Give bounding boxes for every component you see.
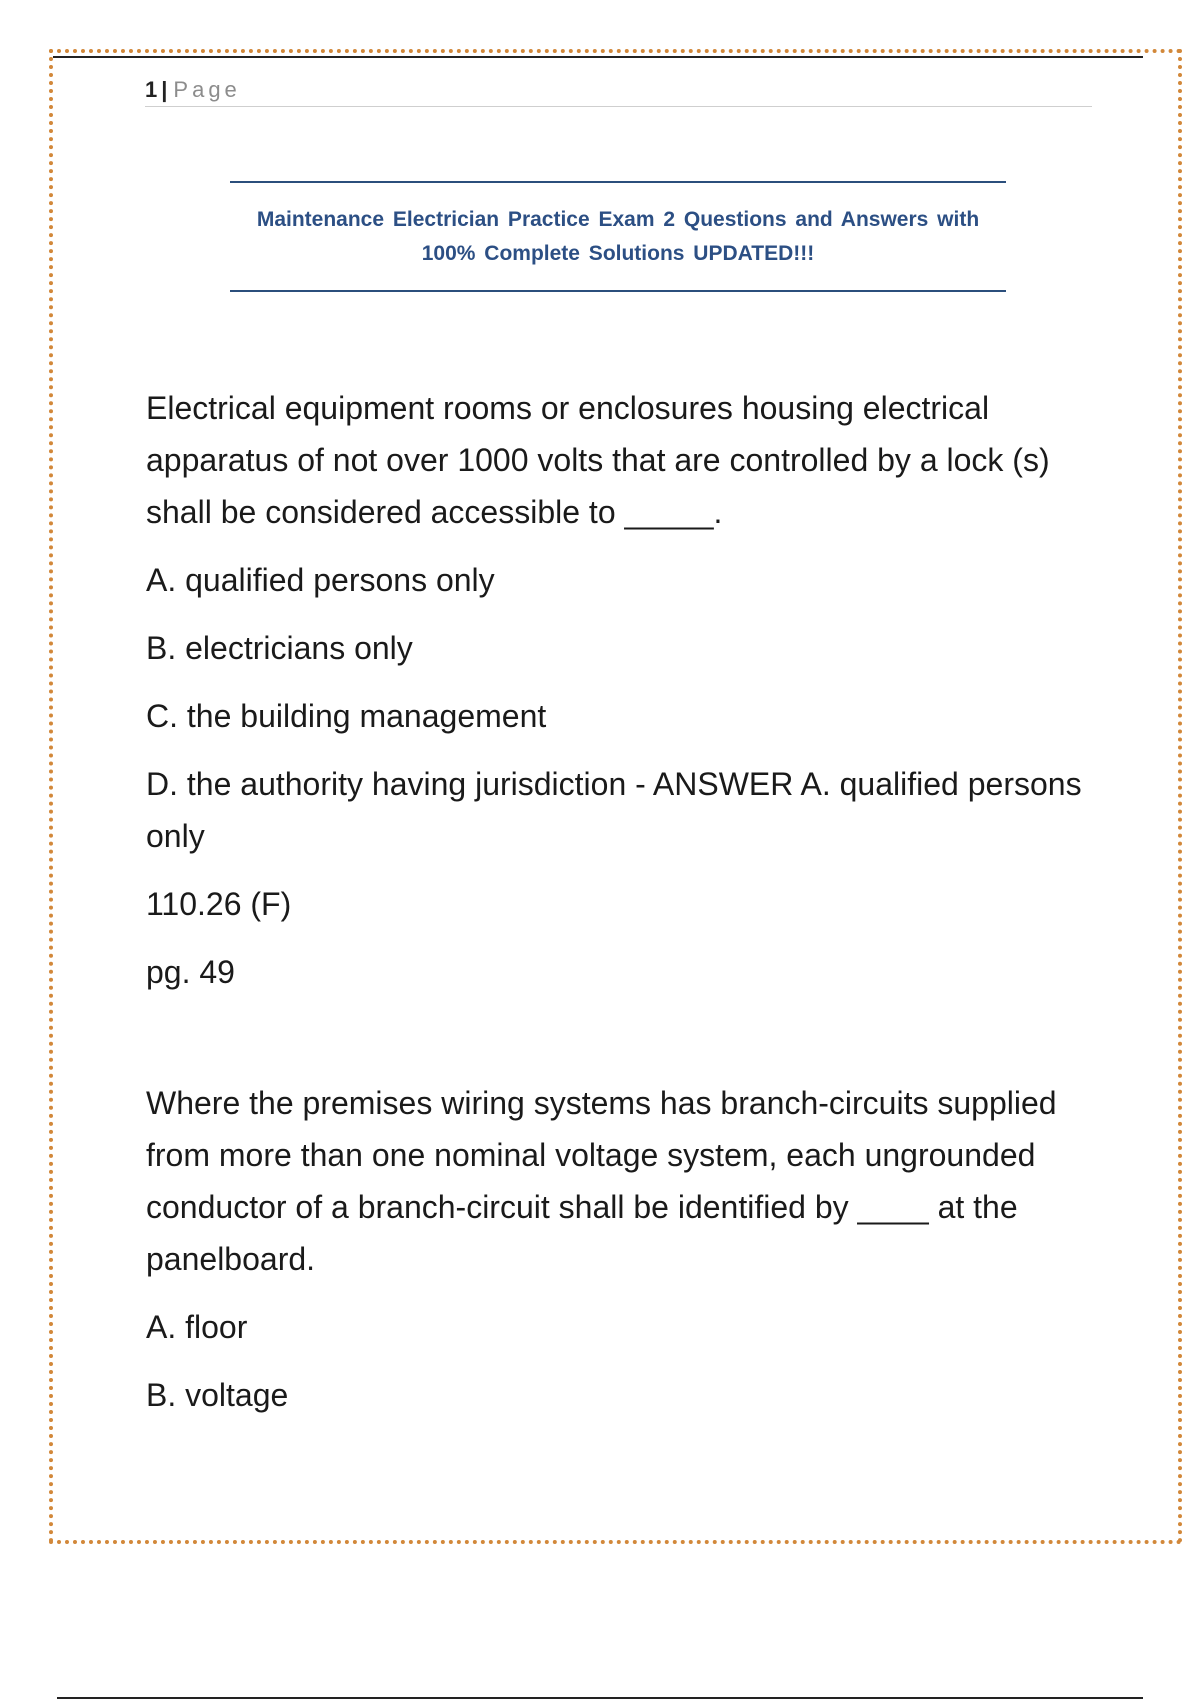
question-1-option-a: A. qualified persons only <box>146 562 495 598</box>
page-header <box>145 76 1092 107</box>
question-1-page-ref: pg. 49 <box>146 954 235 990</box>
question-1-reference: 110.26 (F) <box>146 886 292 922</box>
title-line-1: Maintenance Electrician Practice Exam 2 Questions and Answers with <box>256 207 980 231</box>
question-2 <box>146 1077 1106 1421</box>
question-2-option-b: B. voltage <box>146 1377 289 1413</box>
page-label: Page <box>173 77 241 102</box>
page-number: 1 <box>145 77 158 102</box>
header-separator: | <box>161 77 168 102</box>
question-1-option-b: B. electricians only <box>146 630 413 666</box>
top-rule <box>53 56 1143 58</box>
question-1-stem: Electrical equipment rooms or enclosures housing electrical apparatus of not over 1000 volts that are controlled by a lock (s) shall be considered accessible to _____. <box>146 390 1050 530</box>
question-2-stem: Where the premises wiring systems has branch-circuits supplied from more than one nominal voltage system, each ungrounded conductor of a branch-circuit shall be identified by ____ at the panelboard. <box>146 1085 1057 1277</box>
question-2-option-a: A. floor <box>146 1309 248 1345</box>
bottom-rule <box>57 1697 1143 1699</box>
question-1-option-d: D. the authority having jurisdiction - ANSWER A. qualified persons only <box>146 766 1082 854</box>
question-1-option-c: C. the building management <box>146 698 547 734</box>
title-line-2: 100% Complete Solutions UPDATED!!! <box>421 241 815 265</box>
document-title <box>238 203 998 271</box>
question-1 <box>146 382 1106 998</box>
document-title-box <box>230 181 1006 292</box>
